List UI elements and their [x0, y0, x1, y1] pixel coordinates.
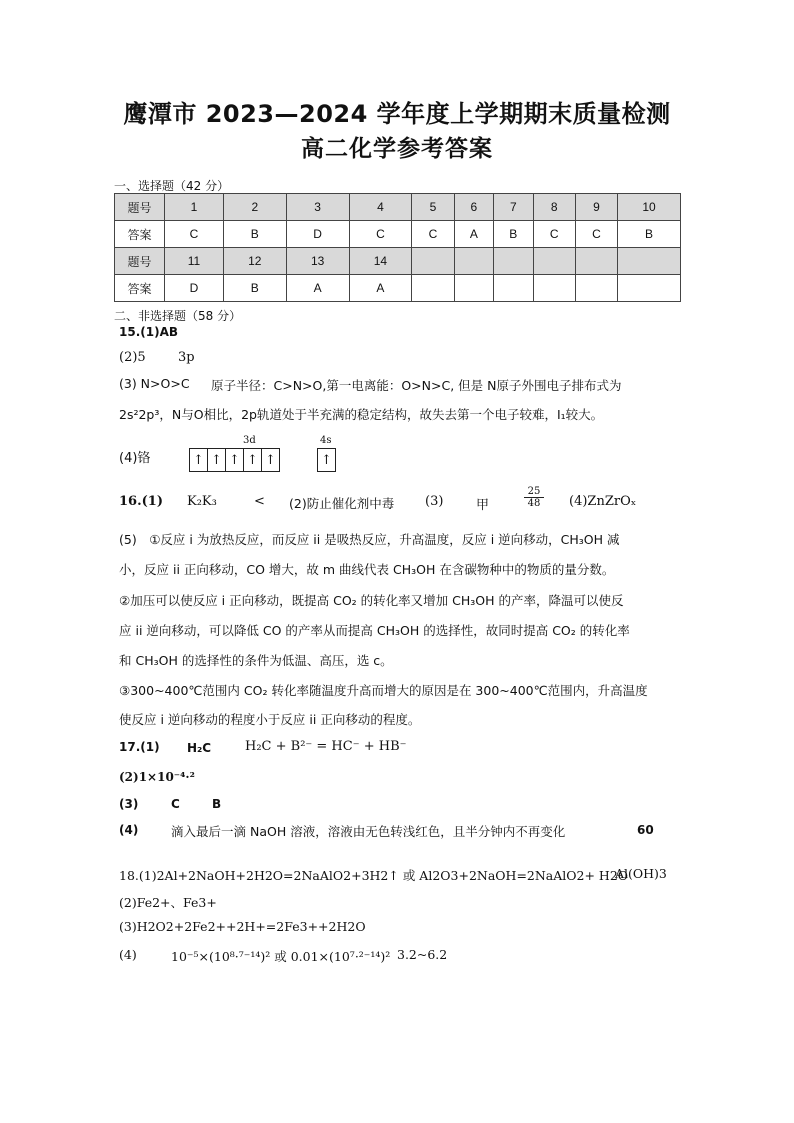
table-row	[115, 221, 681, 248]
table-cell	[575, 248, 617, 275]
table-cell	[494, 248, 533, 275]
answer-table	[114, 193, 681, 302]
q16-num	[119, 494, 163, 509]
table-row	[115, 248, 681, 275]
q15-line4: 2s²2p³，N与O相比，2p轨道处于半充满的稳定结构，故失去第一个电子较难，I₁较大。	[119, 407, 604, 422]
page-title: 鹰潭市 2023—2024 学年度上学期期末质量检测	[123, 100, 671, 128]
q16-label: 16.(1)	[119, 494, 163, 509]
orbital-label-3d: 3d	[243, 435, 256, 446]
table-cell	[533, 275, 575, 302]
table-cell: 13	[286, 248, 349, 275]
q16-p7: 使反应 i 逆向移动的程度小于反应 ii 正向移动的程度。	[119, 712, 421, 727]
table-cell: 3	[286, 194, 349, 221]
q16-p1: (5) ①反应 i 为放热反应，而反应 ii 是吸热反应，升高温度，反应 i 逆向移动，CH₃OH 减	[119, 532, 620, 547]
up-arrow-icon: ↑	[321, 452, 332, 468]
orbital-label-4s: 4s	[320, 435, 332, 446]
table-cell	[454, 248, 493, 275]
table-cell: 8	[533, 194, 575, 221]
q15-line1: 15.(1)AB	[119, 325, 179, 339]
table-cell: C	[349, 221, 412, 248]
up-arrow-icon: ↑	[265, 452, 276, 468]
q15-line2b: 3p	[178, 350, 195, 365]
q16-fraction	[524, 486, 544, 509]
table-cell: C	[412, 221, 454, 248]
q18-line2: (2)Fe2+、Fe3+	[119, 895, 217, 910]
table-cell: A	[454, 221, 493, 248]
table-cell: 10	[618, 194, 681, 221]
table-cell: A	[349, 275, 412, 302]
table-cell	[533, 248, 575, 275]
table-cell	[618, 275, 681, 302]
q18-line4-label: (4)	[119, 947, 137, 962]
table-cell: 14	[349, 248, 412, 275]
q17-part3-label: (3)	[119, 797, 139, 811]
up-arrow-icon: ↑	[208, 449, 226, 471]
fraction-numerator: 25	[524, 486, 544, 498]
q16-compare: <	[254, 494, 265, 509]
table-cell: D	[286, 221, 349, 248]
table-cell: 1	[165, 194, 224, 221]
q16-part2: (2)防止催化剂中毒	[289, 496, 395, 511]
table-cell	[618, 248, 681, 275]
q16-part3: (3)	[425, 494, 444, 509]
q16-p2: 小，反应 ii 正向移动，CO 增大，故 m 曲线代表 CH₃OH 在含碳物种中的物质的量分数。	[119, 562, 615, 577]
table-cell: A	[286, 275, 349, 302]
table-cell: 9	[575, 194, 617, 221]
table-cell: 12	[223, 248, 286, 275]
q16-part3-answer: 甲	[476, 498, 490, 513]
q17-part4-label: (4)	[119, 823, 139, 837]
q17-part3-answer-b: B	[212, 797, 222, 811]
table-cell: 题号	[115, 194, 165, 221]
q18-line1: 18.(1)2Al+2NaOH+2H2O=2NaAlO2+3H2↑ 或 Al2O3+2NaOH=2NaAlO2+ H2O	[119, 868, 629, 883]
section-heading-choice: 一、选择题（42 分）	[114, 179, 230, 193]
q18-line4-range: 3.2~6.2	[397, 947, 448, 962]
q15-line3a: (3) N>O>C	[119, 376, 190, 391]
q17-label: 17.(1)	[119, 740, 160, 754]
table-cell: D	[165, 275, 224, 302]
q16-p3: ②加压可以使反应 i 正向移动，既提高 CO₂ 的转化率又增加 CH₃OH 的产率，降温可以使反	[119, 593, 624, 608]
q15-line2a: (2)5	[119, 350, 146, 365]
table-cell: C	[533, 221, 575, 248]
table-cell: 11	[165, 248, 224, 275]
table-cell: B	[494, 221, 533, 248]
table-cell	[575, 275, 617, 302]
table-cell	[494, 275, 533, 302]
table-cell: 答案	[115, 275, 165, 302]
q17-part3-answer-c: C	[171, 797, 180, 811]
table-cell: 题号	[115, 248, 165, 275]
section-heading-nonchoice: 二、非选择题（58 分）	[114, 309, 242, 323]
table-cell: 6	[454, 194, 493, 221]
q17-part1-answer: H₂C	[187, 741, 212, 755]
table-cell: 答案	[115, 221, 165, 248]
table-cell: 4	[349, 194, 412, 221]
q15-line5: (4)铬	[119, 451, 151, 466]
q15-line3b: 原子半径：C>N>O,第一电离能：O>N>C, 但是 N原子外围电子排布式为	[211, 378, 622, 393]
orbital-diagram-4s	[317, 448, 336, 472]
table-cell	[412, 248, 454, 275]
q17-part4-value: 60	[637, 823, 654, 837]
q17-part4-text: 滴入最后一滴 NaOH 溶液，溶液由无色转浅红色，且半分钟内不再变化	[171, 824, 566, 839]
table-row	[115, 275, 681, 302]
up-arrow-icon: ↑	[226, 449, 244, 471]
table-cell: 5	[412, 194, 454, 221]
up-arrow-icon: ↑	[190, 449, 208, 471]
up-arrow-icon: ↑	[244, 449, 262, 471]
table-cell	[454, 275, 493, 302]
table-cell: 2	[223, 194, 286, 221]
orbital-diagram-3d	[189, 448, 280, 472]
q16-k-expr: K₂K₃	[187, 494, 217, 509]
q16-part4: (4)ZnZrOₓ	[569, 494, 637, 509]
fraction-denominator: 48	[527, 498, 541, 509]
table-cell: 7	[494, 194, 533, 221]
table-cell: B	[223, 221, 286, 248]
table-cell: C	[575, 221, 617, 248]
q17-equation: H₂C + B²⁻ = HC⁻ + HB⁻	[245, 739, 407, 754]
table-cell: C	[165, 221, 224, 248]
q16-p6: ③300~400℃范围内 CO₂ 转化率随温度升高而增大的原因是在 300~400℃范围内，升高温度	[119, 683, 648, 698]
q16-p4: 应 ii 逆向移动，可以降低 CO 的产率从而提高 CH₃OH 的选择性，故同时提高 CO₂ 的转化率	[119, 623, 630, 638]
table-row	[115, 194, 681, 221]
q18-line1-product: Al(OH)3	[615, 866, 667, 881]
q17-part2: (2)1×10⁻⁴·²	[119, 770, 195, 784]
page-subtitle: 高二化学参考答案	[301, 136, 493, 162]
q18-line3: (3)H2O2+2Fe2++2H+=2Fe3++2H2O	[119, 919, 366, 934]
q18-line4-expr: 10⁻⁵×(10⁸·⁷⁻¹⁴)² 或 0.01×(10⁷·²⁻¹⁴)²	[171, 949, 391, 964]
q16-p5: 和 CH₃OH 的选择性的条件为低温、高压，选 c。	[119, 653, 393, 668]
table-cell: B	[618, 221, 681, 248]
table-cell: B	[223, 275, 286, 302]
table-cell	[412, 275, 454, 302]
